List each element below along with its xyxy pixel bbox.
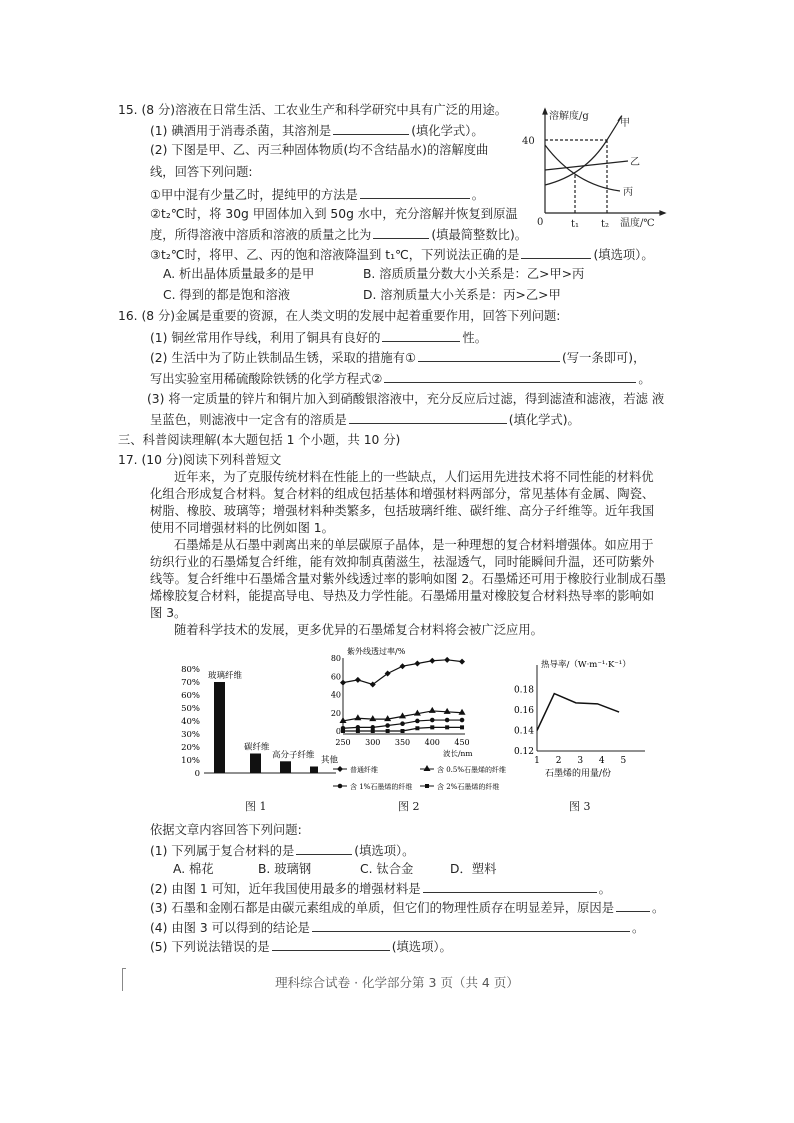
- q16-part1: [150, 329, 487, 346]
- y-tick-label: 20%: [181, 743, 200, 753]
- q17-q4: [150, 919, 644, 936]
- q16-p2-eq-text: 写出实验室用稀硫酸除铁锈的化学方程式②: [150, 372, 383, 386]
- q15-part1: [150, 122, 484, 139]
- q15-p1-text: (1) 碘酒用于消毒杀菌，其溶剂是: [150, 124, 332, 138]
- legend-marker: [338, 784, 343, 789]
- q15-p1-hint: (填化学式）。: [411, 124, 484, 138]
- data-point: [459, 659, 465, 665]
- figure-2-caption: 图 2: [398, 800, 420, 813]
- q17-q1: [150, 842, 414, 859]
- q16-p2-end: 。: [638, 372, 651, 386]
- data-point: [370, 725, 375, 730]
- data-point: [445, 718, 450, 723]
- conductivity-line: [537, 694, 619, 731]
- q15-s2-text: 度，所得溶液中溶质和溶液的质量之比为: [150, 228, 372, 242]
- q16-part2: [150, 349, 645, 366]
- x-tick-label: 450: [454, 738, 470, 747]
- data-point: [356, 725, 361, 730]
- data-point: [371, 729, 375, 733]
- legend-label: 普通纤维: [350, 766, 378, 774]
- x-axis-arrow-icon: [660, 211, 665, 215]
- article-line: 使用不同增强材料的比例如图 1。: [150, 521, 334, 535]
- curve-jia: [545, 116, 622, 185]
- bar-label: 碳纤维: [244, 742, 270, 753]
- q16-p2-hint: (写一条即可)，: [562, 351, 646, 365]
- data-point: [415, 719, 420, 724]
- y-axis-title: 热导率/（W·m⁻¹·K⁻¹）: [541, 660, 631, 670]
- legend-label: 含 0.5%石墨烯的纤维: [437, 766, 507, 774]
- article-line: 随着科学技术的发展，更多优异的石墨烯复合材料将会被广泛应用。: [174, 623, 543, 637]
- bar-其他: [310, 767, 318, 774]
- x-tick-label: 350: [394, 738, 411, 747]
- y-tick-label: 0.18: [513, 685, 534, 696]
- q16-p3-hint: (填化学式)。: [508, 413, 580, 427]
- origin-label: 0: [537, 217, 544, 228]
- article-line: 近年来，为了克服传统材料在性能上的一些缺点，人们运用先进技术将不同性能的材料优: [174, 470, 654, 484]
- legend-marker: [425, 784, 429, 788]
- q17-q2-end: 。: [598, 882, 611, 896]
- q15-s1-end: 。: [471, 188, 485, 202]
- article-line: 图 3。: [150, 606, 187, 620]
- x-tick-label: 250: [335, 738, 351, 747]
- data-point: [444, 657, 450, 663]
- q15-part2-cont: 线，回答下列问题:: [150, 165, 253, 179]
- q15-sub1: [150, 186, 484, 203]
- q16-stem: 16. (8 分)金属是重要的资源，在人类文明的发展中起着重要作用，回答下列问题:: [118, 309, 561, 323]
- q17-q4-text: (4) 由图 3 可以得到的结论是: [150, 921, 310, 935]
- q17-q1-opt-b: B. 玻璃钢: [258, 862, 312, 876]
- article-line: 纺织行业的石墨烯复合纤维，能有效抑制真菌滋生，祛湿透气，同时能瞬间升温，还可防紫外: [150, 555, 655, 569]
- bar-label: 高分子纤维: [272, 750, 315, 761]
- figure-2-line-chart: [325, 644, 515, 796]
- q15-stem: 15. (8 分)溶液在日常生活、工农业生产和科学研究中具有广泛的用途。: [118, 103, 508, 117]
- q16-part3-cont: [150, 411, 580, 428]
- label-bing: 丙: [623, 187, 633, 198]
- article-line: 烯橡胶复合材料，能提高导电、导热及力学性能。石墨烯用量对橡胶复合材料热导率的影响如: [150, 589, 655, 603]
- legend-label: 含 2%石墨烯的纤维: [437, 783, 500, 791]
- data-point: [356, 729, 360, 733]
- answer-blank[interactable]: [616, 899, 650, 912]
- section-3-heading: 三、科普阅读理解(本大题包括 1 个小题，共 10 分): [118, 433, 401, 447]
- label-jia: 甲: [620, 118, 630, 129]
- q17-q5-text: (5) 下列说法错误的是: [150, 940, 270, 954]
- guide-lines: [545, 140, 607, 213]
- bar-碳纤维: [250, 754, 261, 774]
- label-yi: 乙: [630, 157, 640, 168]
- q15-sub3: [150, 246, 654, 263]
- q17-q1-text: (1) 下列属于复合材料的是: [150, 844, 295, 858]
- q15-option-a: A. 析出晶体质量最多的是甲: [163, 267, 315, 281]
- q15-s3-text: ③t₂℃时，将甲、乙、丙的饱和溶液降温到 t₁℃，下列说法正确的是: [150, 248, 520, 262]
- q16-p2-text: (2) 生活中为了防止铁制品生锈，采取的措施有①: [150, 351, 416, 365]
- data-point: [341, 729, 345, 733]
- page-footer: 理科综合试卷 · 化学部分第 3 页（共 4 页）: [275, 975, 519, 990]
- answer-blank[interactable]: [333, 122, 409, 135]
- answer-blank[interactable]: [384, 370, 636, 383]
- x-tick-label: 3: [577, 756, 584, 766]
- q17-q5: [150, 938, 452, 955]
- answer-blank[interactable]: [312, 919, 630, 932]
- q17-stem: 17. (10 分)阅读下列科普短文: [118, 453, 282, 467]
- x-tick-label: 300: [365, 738, 381, 747]
- q16-p1-text: (1) 铜丝常用作导线，利用了铜具有良好的: [150, 331, 381, 345]
- tick-40: 40: [522, 136, 535, 147]
- figure-3-line-chart: [505, 655, 655, 785]
- bar-label: 其他: [321, 755, 339, 766]
- x-tick-label: 2: [555, 756, 562, 766]
- y-label: 溶解度/g: [549, 111, 589, 122]
- x-tick-label: 400: [424, 738, 440, 747]
- t1-label: t₁: [571, 219, 580, 230]
- q17-intro: 依据文章内容回答下列问题:: [150, 823, 302, 837]
- t2-label: t₂: [601, 219, 610, 230]
- article-line: 树脂、橡胶、玻璃等；增强材料种类繁多，包括玻璃纤维、碳纤维、高分子纤维等。近年我国: [150, 504, 655, 518]
- data-point: [354, 714, 361, 720]
- q17-q2-text: (2) 由图 1 可知，近年我国使用最多的增强材料是: [150, 882, 421, 896]
- answer-blank[interactable]: [360, 186, 470, 199]
- answer-blank[interactable]: [272, 938, 390, 951]
- q17-q1-opt-a: A. 棉花: [173, 862, 214, 876]
- y-tick-label: 0: [194, 769, 200, 779]
- y-tick-label: 0.16: [513, 706, 534, 716]
- q15-sub2: ②t₂℃时，将 30g 甲固体加入到 50g 水中，充分溶解并恢复到原温: [150, 207, 518, 221]
- answer-blank[interactable]: [418, 349, 560, 362]
- q17-q4-end: 。: [631, 921, 645, 935]
- q15-part2: (2) 下图是甲、乙、丙三种固体物质(均不含结晶水)的溶解度曲: [150, 143, 489, 157]
- data-point: [400, 663, 406, 669]
- data-point: [460, 725, 464, 729]
- bar-高分子纤维: [280, 761, 291, 773]
- q17-q5-hint: (填选项）。: [391, 940, 452, 954]
- y-tick-label: 60: [330, 672, 341, 682]
- data-point: [355, 677, 361, 683]
- q17-q3: [150, 899, 664, 916]
- q15-option-d: D. 溶剂质量大小关系是：丙>乙>甲: [363, 288, 561, 302]
- y-tick-label: 50%: [181, 704, 200, 714]
- x-tick-label: 1: [534, 756, 540, 766]
- q16-p1-end: 性。: [462, 331, 487, 345]
- data-point: [445, 725, 449, 729]
- q17-q1-opt-c: C. 钛合金: [360, 862, 414, 876]
- data-point: [430, 718, 435, 723]
- y-axis-arrow-icon: [543, 109, 547, 114]
- legend-marker: [337, 766, 343, 772]
- answer-blank[interactable]: [373, 226, 429, 239]
- q15-option-b: B. 溶质质量分数大小关系是：乙>甲>丙: [363, 267, 585, 281]
- article-line: 石墨烯是从石墨中剥离出来的单层碳原子晶体，是一种理想的复合材料增强体。如应用于: [174, 538, 654, 552]
- data-point: [459, 709, 466, 715]
- y-tick-label: 70%: [181, 678, 200, 688]
- data-point: [444, 708, 451, 714]
- figure-1-bar-chart: [170, 655, 342, 785]
- q17-q3-text: (3) 石墨和金刚石都是由碳元素组成的单质，但它们的物理性质存在明显差异，原因是: [150, 901, 615, 915]
- q17-q1-hint: (填选项）。: [354, 844, 415, 858]
- bar-label: 玻璃纤维: [208, 671, 243, 681]
- curve-yi: [545, 161, 628, 170]
- figure-3-caption: 图 3: [569, 800, 591, 813]
- q16-part2-cont: [150, 370, 651, 387]
- y-tick-label: 80%: [181, 665, 200, 675]
- q15-sub2-cont: [150, 226, 527, 243]
- y-axis-title: 紫外线透过率/%: [347, 647, 406, 656]
- y-tick-label: 20: [330, 708, 341, 718]
- article-line: 线等。复合纤维中石墨烯含量对紫外线透过率的影响如图 2。石墨烯还可用于橡胶行业制成石墨: [150, 572, 666, 586]
- q17-q2: [150, 880, 611, 897]
- q17-q3-end: 。: [652, 901, 665, 915]
- y-tick-label: 0.14: [513, 726, 534, 737]
- data-point: [415, 726, 419, 730]
- y-tick-label: 10%: [181, 756, 200, 766]
- y-tick-label: 0.12: [513, 747, 534, 757]
- solubility-graph: [520, 105, 670, 230]
- q16-p3-text: 呈蓝色，则滤液中一定含有的溶质是: [150, 413, 347, 427]
- answer-blank[interactable]: [296, 842, 352, 855]
- q16-part3: (3) 将一定质量的锌片和铜片加入到硝酸银溶液中，充分反应后过滤，得到滤渣和滤液，若滤 液: [147, 392, 665, 406]
- x-label: 温度/℃: [620, 218, 655, 229]
- legend-label: 含 1%石墨烯的纤维: [350, 783, 413, 791]
- y-tick-label: 60%: [181, 691, 200, 701]
- bar-玻璃纤维: [214, 682, 225, 773]
- legend-marker: [424, 765, 431, 771]
- data-point: [369, 715, 376, 721]
- data-point: [429, 658, 435, 664]
- data-point: [460, 718, 465, 723]
- q15-s3-hint: (填选项）。: [593, 248, 654, 262]
- x-tick-label: 4: [598, 756, 605, 766]
- answer-blank[interactable]: [349, 411, 507, 424]
- x-axis-title: 石墨烯的用量/份: [545, 769, 612, 779]
- x-tick-label: 5: [620, 756, 627, 766]
- q17-q1-opt-d: D．塑料: [450, 862, 497, 876]
- data-point: [385, 723, 390, 728]
- x-axis-title: 波长/nm: [443, 749, 473, 758]
- figure-1-caption: 图 1: [245, 800, 267, 813]
- y-tick-label: 80: [330, 654, 341, 663]
- data-point: [401, 729, 405, 733]
- answer-blank[interactable]: [521, 246, 591, 259]
- data-point: [430, 725, 434, 729]
- data-point: [414, 660, 420, 666]
- q15-s2-hint: (填最简整数比)。: [431, 228, 528, 242]
- data-point: [400, 721, 405, 726]
- y-tick-label: 30%: [181, 730, 200, 740]
- answer-blank[interactable]: [423, 880, 597, 893]
- data-point: [429, 707, 436, 713]
- data-point: [386, 729, 390, 733]
- y-tick-label: 40%: [181, 717, 200, 727]
- q15-option-c: C. 得到的都是饱和溶液: [163, 288, 291, 302]
- y-tick-label: 0: [335, 727, 341, 736]
- y-tick-label: 40: [330, 690, 341, 700]
- q15-s1-text: ①甲中混有少量乙时，提纯甲的方法是: [150, 188, 358, 202]
- article-line: 化组合形成复合材料。复合材料的组成包括基体和增强材料两部分，常见基体有金属、陶瓷、: [150, 487, 655, 501]
- answer-blank[interactable]: [382, 329, 460, 342]
